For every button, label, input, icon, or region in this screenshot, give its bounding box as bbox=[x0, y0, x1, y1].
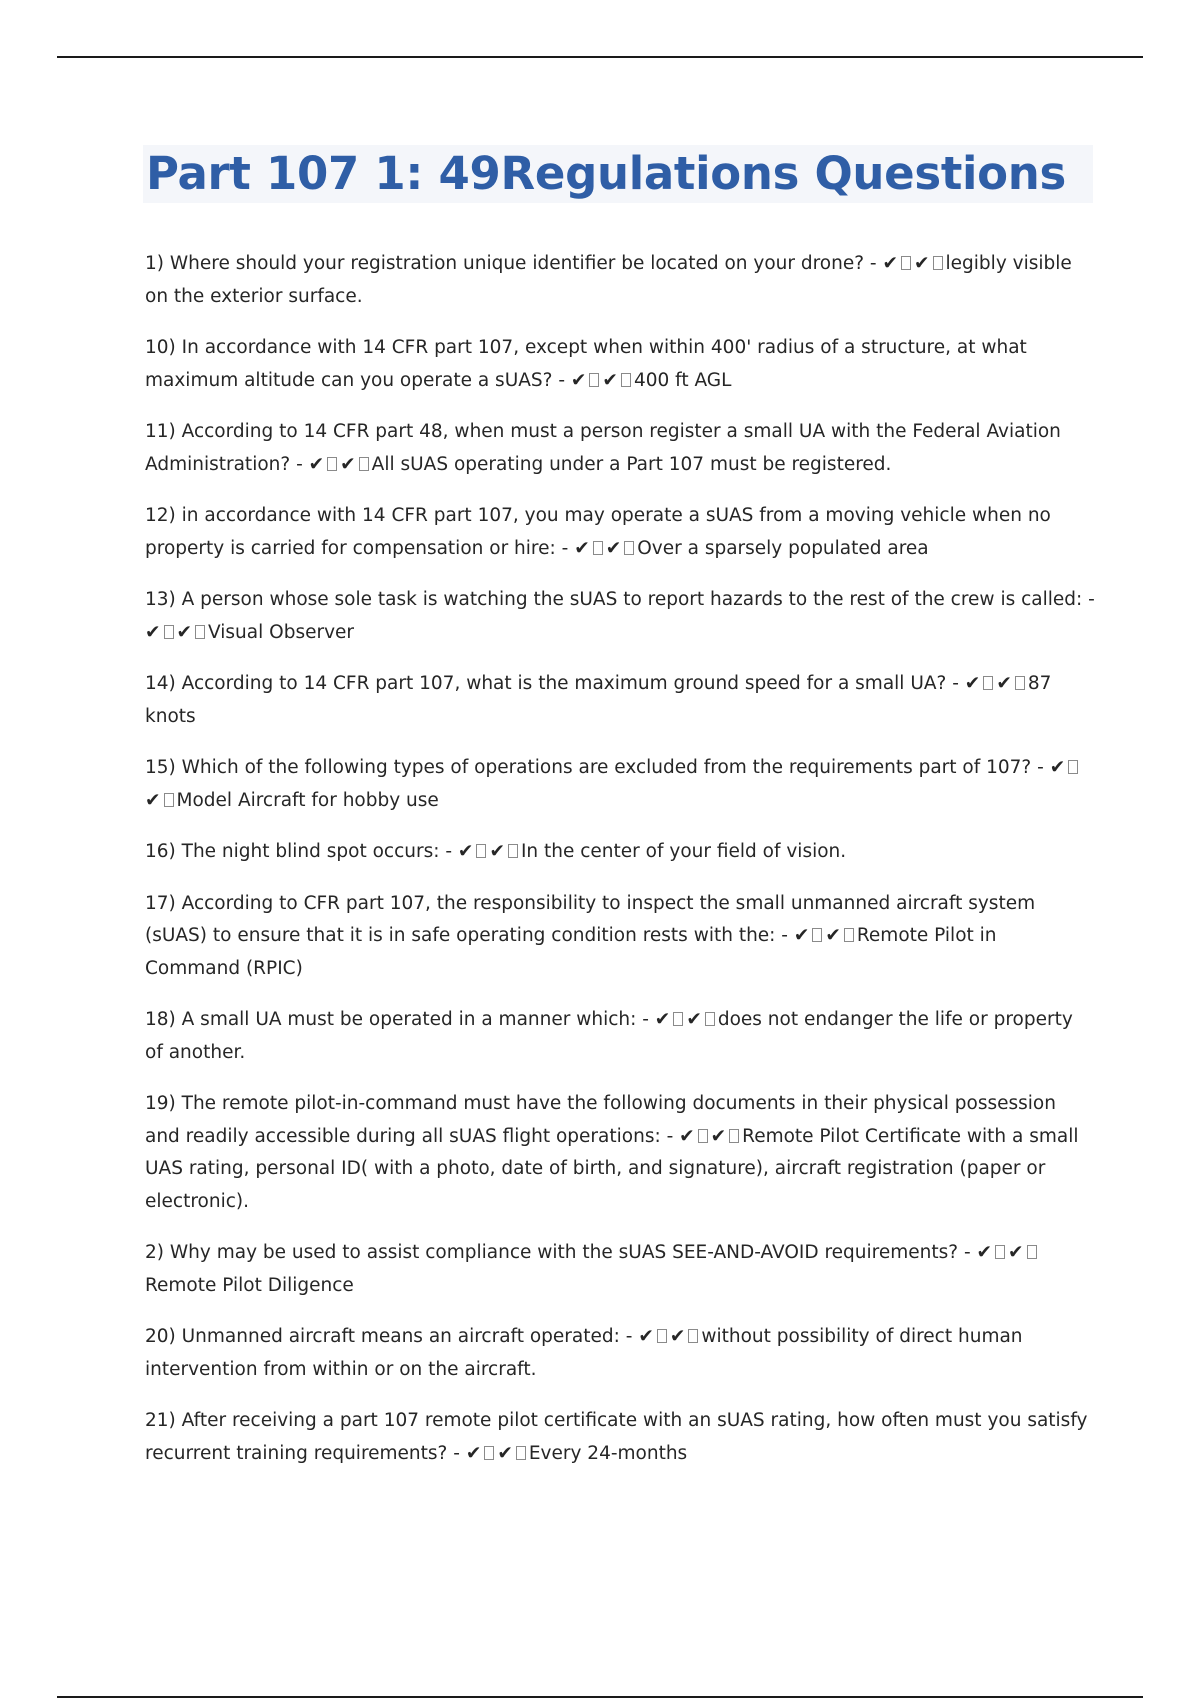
missing-glyph-icon bbox=[508, 844, 518, 858]
answer-text: In the center of your field of vision. bbox=[520, 841, 847, 862]
check-icon: ✔ bbox=[1049, 757, 1066, 778]
missing-glyph-icon bbox=[621, 373, 631, 387]
question-item bbox=[145, 500, 1095, 565]
missing-glyph-icon bbox=[484, 1446, 494, 1460]
check-icon: ✔ bbox=[679, 1125, 695, 1147]
answer-text: Remote Pilot Diligence bbox=[145, 1274, 354, 1296]
check-icon: ✔ bbox=[176, 621, 193, 643]
check-icon: ✔ bbox=[570, 369, 587, 391]
question-text: 17) According to CFR part 107, the responsibility to inspect the small unmanned aircraft system (sUAS) to ensure that it is in safe operating condition rests with the: - bbox=[145, 892, 1036, 946]
missing-glyph-icon bbox=[164, 793, 174, 807]
missing-glyph-icon bbox=[812, 928, 822, 942]
check-icon: ✔ bbox=[308, 453, 325, 475]
missing-glyph-icon bbox=[195, 625, 205, 639]
check-icon: ✔ bbox=[497, 1442, 513, 1464]
answer-text: Remote Pilot in Command (RPIC) bbox=[145, 925, 997, 979]
check-icon: ✔ bbox=[654, 1009, 671, 1030]
missing-glyph-icon bbox=[1027, 1245, 1037, 1259]
question-text: 16) The night blind spot occurs: - bbox=[145, 841, 453, 862]
check-icon: ✔ bbox=[465, 1442, 482, 1464]
missing-glyph-icon bbox=[476, 844, 486, 858]
missing-glyph-icon bbox=[589, 373, 599, 387]
answer-text: Over a sparsely populated area bbox=[637, 537, 929, 559]
answer-text: without possibility of direct human intervention from within or on the aircraft. bbox=[145, 1326, 1023, 1380]
question-item bbox=[145, 1088, 1095, 1218]
missing-glyph-icon bbox=[698, 1129, 708, 1143]
check-icon: ✔ bbox=[489, 841, 505, 862]
check-icon: ✔ bbox=[793, 925, 810, 946]
missing-glyph-icon bbox=[901, 256, 911, 270]
question-text: 12) in accordance with 14 CFR part 107, you may operate a sUAS from a moving vehicle when no property is carried for compensation or hire: - bbox=[145, 505, 1051, 559]
check-icon: ✔ bbox=[882, 253, 899, 274]
missing-glyph-icon bbox=[593, 541, 603, 555]
answer-text: Model Aircraft for hobby use bbox=[176, 789, 439, 811]
question-item bbox=[145, 248, 1095, 313]
missing-glyph-icon bbox=[995, 1245, 1005, 1259]
missing-glyph-icon bbox=[673, 1012, 683, 1026]
question-text: 11) According to 14 CFR part 48, when must a person register a small UA with the Federal Aviation Administration? - bbox=[145, 421, 1061, 475]
check-icon: ✔ bbox=[457, 841, 474, 862]
check-icon: ✔ bbox=[686, 1009, 702, 1030]
document-title: Part 107 1: 49Regulations Questions bbox=[146, 147, 1067, 200]
answer-text: Every 24-months bbox=[528, 1442, 688, 1464]
header-rule bbox=[57, 56, 1143, 58]
question-text: 21) After receiving a part 107 remote pilot certificate with an sUAS rating, how often must you satisfy recurrent training requirements? - bbox=[145, 1410, 1088, 1464]
question-text: 20) Unmanned aircraft means an aircraft operated: - bbox=[145, 1326, 633, 1347]
missing-glyph-icon bbox=[844, 928, 854, 942]
question-item bbox=[145, 752, 1095, 817]
answer-text: Visual Observer bbox=[208, 621, 355, 643]
question-item bbox=[145, 888, 1095, 986]
question-item bbox=[145, 1237, 1095, 1302]
check-icon: ✔ bbox=[145, 789, 161, 811]
check-icon: ✔ bbox=[976, 1242, 993, 1263]
question-text: 1) Where should your registration unique identifier be located on your drone? - bbox=[145, 253, 877, 274]
question-item bbox=[145, 836, 1095, 869]
question-list bbox=[145, 248, 1095, 1489]
missing-glyph-icon bbox=[359, 457, 369, 471]
missing-glyph-icon bbox=[1068, 760, 1078, 774]
missing-glyph-icon bbox=[705, 1012, 715, 1026]
check-icon: ✔ bbox=[340, 453, 356, 475]
footer-rule bbox=[57, 1696, 1143, 1698]
check-icon: ✔ bbox=[669, 1326, 686, 1347]
question-text: 18) A small UA must be operated in a manner which: - bbox=[145, 1009, 649, 1030]
answer-text: All sUAS operating under a Part 107 must be registered. bbox=[371, 453, 892, 475]
check-icon: ✔ bbox=[710, 1125, 727, 1147]
question-text: 2) Why may be used to assist compliance with the sUAS SEE-AND-AVOID requirements? - bbox=[145, 1242, 971, 1263]
answer-text: legibly visible on the exterior surface. bbox=[145, 253, 1072, 307]
question-item bbox=[145, 416, 1095, 481]
missing-glyph-icon bbox=[1015, 676, 1025, 690]
check-icon: ✔ bbox=[638, 1326, 654, 1347]
answer-text: does not endanger the life or property of another. bbox=[145, 1009, 1073, 1063]
missing-glyph-icon bbox=[933, 256, 943, 270]
question-text: 15) Which of the following types of operations are excluded from the requirements part of 107? - bbox=[145, 757, 1044, 778]
question-item bbox=[145, 668, 1095, 733]
question-text: 10) In accordance with 14 CFR part 107, except when within 400' radius of a structure, at what maximum altitude can you operate a sUAS? - bbox=[145, 337, 1027, 391]
check-icon: ✔ bbox=[964, 673, 981, 694]
question-item bbox=[145, 1321, 1095, 1386]
check-icon: ✔ bbox=[602, 369, 618, 391]
check-icon: ✔ bbox=[605, 537, 622, 559]
question-item bbox=[145, 332, 1095, 397]
check-icon: ✔ bbox=[1008, 1242, 1024, 1263]
missing-glyph-icon bbox=[327, 457, 337, 471]
missing-glyph-icon bbox=[983, 676, 993, 690]
missing-glyph-icon bbox=[657, 1329, 667, 1343]
check-icon: ✔ bbox=[996, 673, 1012, 694]
question-item bbox=[145, 1004, 1095, 1069]
missing-glyph-icon bbox=[164, 625, 174, 639]
question-text: 14) According to 14 CFR part 107, what is the maximum ground speed for a small UA? - bbox=[145, 673, 959, 694]
answer-text: Remote Pilot Certificate with a small UAS rating, personal ID( with a photo, date of birth, and signature), aircraft registration (paper or electronic). bbox=[145, 1125, 1079, 1212]
check-icon: ✔ bbox=[914, 253, 930, 274]
question-item bbox=[145, 1405, 1095, 1470]
answer-text: 400 ft AGL bbox=[633, 369, 732, 391]
missing-glyph-icon bbox=[729, 1129, 739, 1143]
check-icon: ✔ bbox=[825, 925, 841, 946]
question-item bbox=[145, 584, 1095, 649]
check-icon: ✔ bbox=[145, 621, 161, 643]
answer-text: 87 knots bbox=[145, 673, 1052, 727]
missing-glyph-icon bbox=[516, 1446, 526, 1460]
question-text: 19) The remote pilot-in-command must have the following documents in their physical possession and readily accessible during all sUAS flight operations: - bbox=[145, 1093, 1056, 1147]
question-text: 13) A person whose sole task is watching the sUAS to report hazards to the rest of the crew is called: - bbox=[145, 589, 1095, 610]
check-icon: ✔ bbox=[574, 537, 590, 559]
missing-glyph-icon bbox=[688, 1329, 698, 1343]
missing-glyph-icon bbox=[624, 541, 634, 555]
